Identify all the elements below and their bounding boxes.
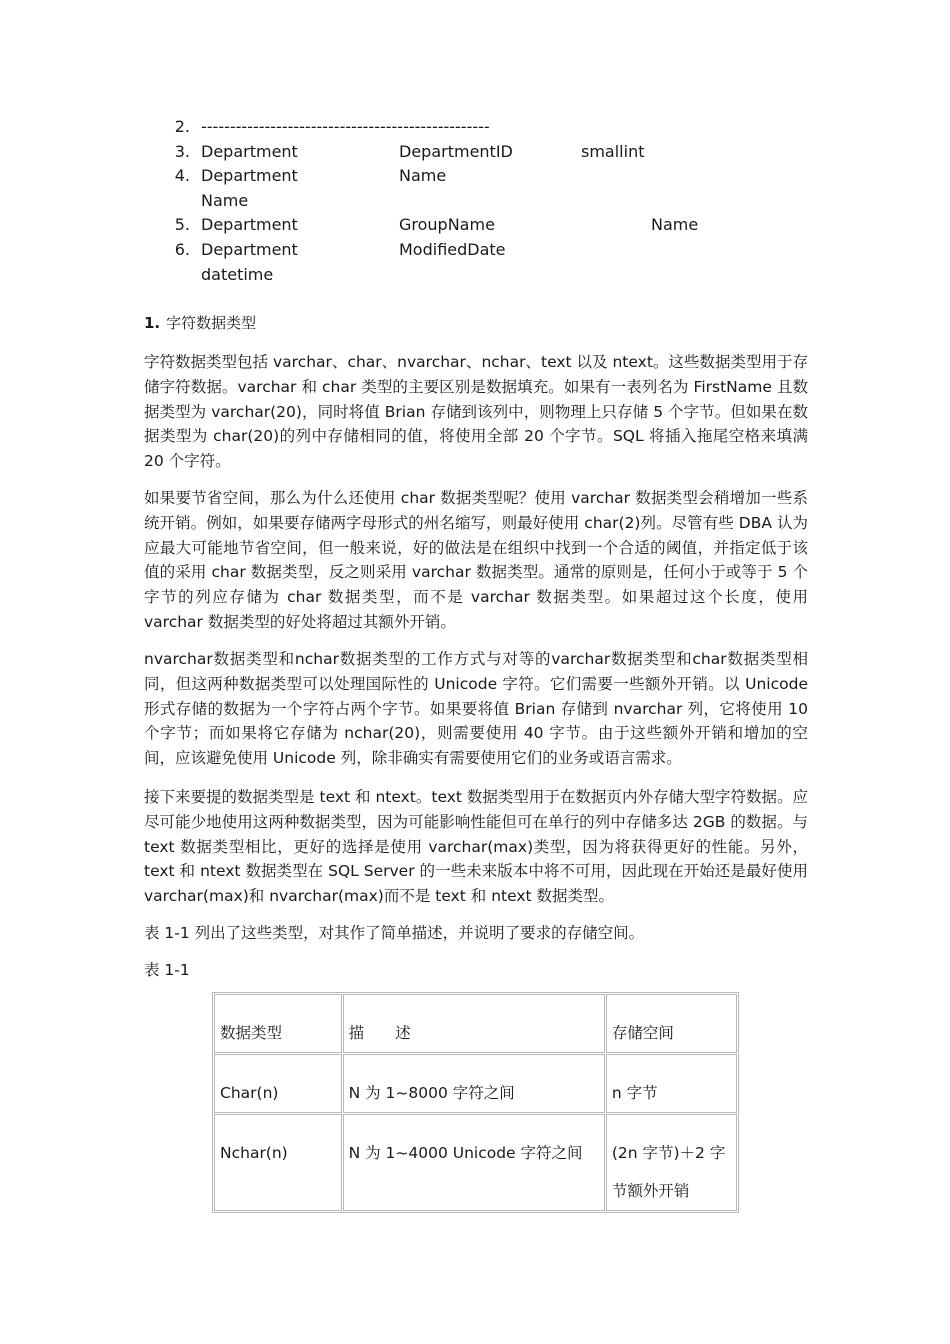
code-line <box>168 189 788 214</box>
code-line <box>168 164 788 189</box>
code-text: ModifiedDate <box>399 239 506 259</box>
paragraph: 接下来要提的数据类型是 text 和 ntext。text 数据类型用于在数据页内外存储大型字符数据。应尽可能少地使用这两种数据类型，因为可能影响性能但可在单行的列中存储多达 2GB 的数据。与 text 数据类型相比，更好的选择是使用 varchar(max)类型，因为将获得更好的性能。另外，text 和 ntext 数据类型在 SQL Server 的一些未来版本中将不可用，因此现在开始还是最好使用 varchar(max)和 nvarchar(max)而不是 text 和 ntext 数据类型。 <box>144 788 808 906</box>
table-caption: 表 1-1 <box>144 961 190 979</box>
table-cell: N 为 1~4000 Unicode 字符之间 <box>343 1114 605 1211</box>
data-type-table <box>212 992 739 1213</box>
code-text: Department <box>201 166 298 186</box>
code-text: -------------------------------------------------- <box>201 117 490 136</box>
section-title: 字符数据类型 <box>166 314 257 332</box>
header-cell: 数据类型 <box>214 994 342 1053</box>
table-cell: N 为 1~8000 字符之间 <box>343 1054 605 1113</box>
section-number: 1. <box>144 314 161 332</box>
code-text: GroupName <box>399 215 495 235</box>
code-text: DepartmentID <box>399 141 513 161</box>
table-row <box>214 1054 737 1113</box>
code-listing <box>168 115 788 287</box>
code-text: smallint <box>581 141 645 161</box>
header-cell: 描 述 <box>343 994 605 1053</box>
code-line <box>168 238 788 263</box>
section-heading <box>144 312 256 334</box>
table-header-row <box>214 994 737 1053</box>
code-text: Department <box>201 215 298 235</box>
code-text: Name <box>651 215 699 235</box>
code-line <box>168 213 788 238</box>
code-line <box>168 263 788 288</box>
paragraph: nvarchar数据类型和nchar数据类型的工作方式与对等的varchar数据类型和char数据类型相同，但这两种数据类型可以处理国际性的 Unicode 字符。它们需要一些额外开销。以 Unicode 形式存储的数据为一个字符占两个字节。如果要将值 Brian 存储到 nvarchar 列，它将使用 10 个字节；而如果将它存储为 nchar(20)，则需要使用 40 字节。由于这些额外开销和增加的空间，应该避免使用 Unicode 列，除非确实有需要使用它们的业务或语言需求。 <box>144 650 808 768</box>
table-cell: Nchar(n) <box>214 1114 342 1211</box>
header-cell: 存储空间 <box>606 994 737 1053</box>
code-text: datetime <box>201 264 274 284</box>
code-text: Department <box>201 239 298 259</box>
paragraph: 表 1-1 列出了这些类型，对其作了简单描述，并说明了要求的存储空间。 <box>144 924 645 942</box>
line-number: 2. <box>174 117 190 136</box>
code-text: Name <box>399 166 447 186</box>
code-text: Name <box>201 190 249 210</box>
paragraph: 如果要节省空间，那么为什么还使用 char 数据类型呢？使用 varchar 数据类型会稍增加一些系统开销。例如，如果要存储两字母形式的州名缩写，则最好使用 char(2)列。尽管有些 DBA 认为应最大可能地节省空间，但一般来说，好的做法是在组织中找到一个合适的阈值，并指定低于该值的采用 char 数据类型，反之则采用 varchar 数据类型。通常的原则是，任何小于或等于 5 个字节的列应存储为 char 数据类型，而不是 varchar 数据类型。如果超过这个长度，使用 varchar 数据类型的好处将超过其额外开销。 <box>144 489 808 631</box>
line-number: 5. <box>174 215 190 235</box>
table-row <box>214 1114 737 1211</box>
table-cell: (2n 字节)＋2 字节额外开销 <box>606 1114 737 1211</box>
code-text: Department <box>201 141 298 161</box>
paragraph: 字符数据类型包括 varchar、char、nvarchar、nchar、text 以及 ntext。这些数据类型用于存储字符数据。varchar 和 char 类型的主要区别是数据填充。如果有一表列名为 FirstName 且数据类型为 varchar(20)，同时将值 Brian 存储到该列中，则物理上只存储 5 个字节。但如果在数据类型为 char(20)的列中存储相同的值，将使用全部 20 个字节。SQL 将插入拖尾空格来填满 20 个字符。 <box>144 353 808 471</box>
line-number: 3. <box>174 141 190 161</box>
table-cell: Char(n) <box>214 1054 342 1113</box>
code-line <box>168 140 788 165</box>
code-line <box>168 115 788 140</box>
table-cell: n 字节 <box>606 1054 737 1113</box>
line-number: 4. <box>174 166 190 186</box>
line-number: 6. <box>174 239 190 259</box>
